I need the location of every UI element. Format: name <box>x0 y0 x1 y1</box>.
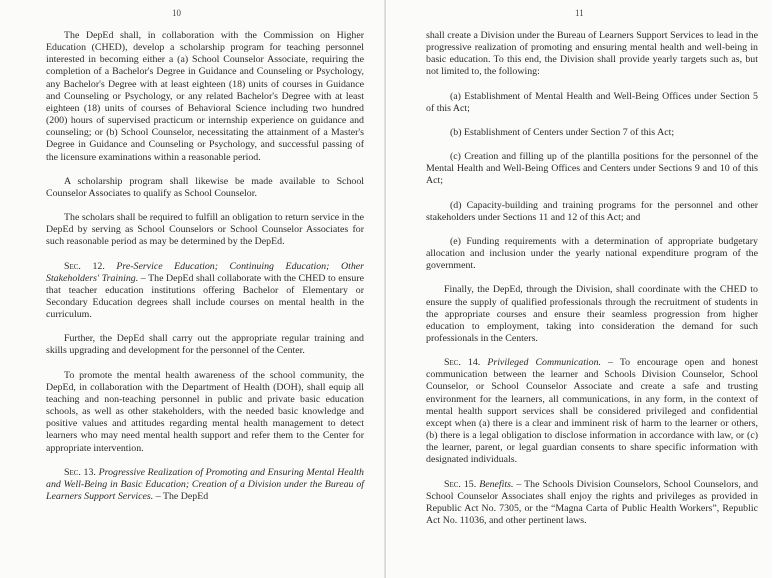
list-item: (c) Creation and filling up of the plantilla positions for the personnel of the Mental Health and Well-Being Offices and Centers under Sections 9 and 10 of this Act; <box>426 151 758 187</box>
paragraph-training: Further, the DepEd shall carry out the appropriate regular training and skills upgrading and development for the personnel of the Center. <box>46 333 364 357</box>
paragraph-scholarship-program: The DepEd shall, in collaboration with the Commission on Higher Education (CHED), develop a scholarship program for teaching personnel interested in becoming either a (a) School Counselor Associate, requiring the completion of a Bachelor's Degree in Guidance and Counseling or Psychology, any Bachelor's Degree with at least eighteen (18) units of courses in Guidance and Counseling or Psychology, or any related Bachelor's Degree with at least eighteen (18) units of courses of Behavioral Science including two hundred (200) hours of supervised practicum or internship experience on guidance and counseling; or (b) School Counselor, necessitating the attainment of a Master's Degree in Guidance and Counseling or Psychology, and successful passing of the licensure examinations within a reasonable period. <box>46 30 364 163</box>
page-number: 11 <box>575 8 584 18</box>
section-title: Progressive Realization of Promoting and Ensuring Mental Health and Well-Being in Basic Education; Creation of a Division under the Bureau of Learners Support Services. <box>46 466 364 502</box>
section-title: Pre-Service Education; Continuing Education; Other Stakeholders' Training. <box>46 260 364 284</box>
paragraph-return-service: The scholars shall be required to fulfill an obligation to return service in the DepEd by serving as School Counselors or School Counselor Associates for such reasonable period as may be determined by the DepEd. <box>46 212 364 248</box>
right-page <box>386 0 772 578</box>
section-body: – The DepEd <box>153 491 209 502</box>
section-label: Sec. 13. <box>64 466 96 478</box>
paragraph-division-intro: shall create a Division under the Bureau of Learners Support Services to lead in the progressive realization of promoting and ensuring mental health and well-being in basic education. To this end, the Division shall provide yearly targets such as, but not limited to, the following: <box>426 30 758 78</box>
section-14 <box>426 357 758 466</box>
section-15 <box>426 479 758 528</box>
section-label: Sec. 14. <box>444 357 481 369</box>
list-item: (a) Establishment of Mental Health and Well-Being Offices under Section 5 of this Act; <box>426 90 758 114</box>
section-body: – To encourage open and honest communication between the learner and Schools Division Counselor, School Counselor, or School Counselor Associate and create a safe and trusting environment for the learners, all communications, in any form, in the context of mental health support services shall be considered privileged and confidential except when (a) there is a clear and imminent risk of harm to the learner or others, (b) there is a legal obligation to disclose information in accordance with law, or (c) the learner, parent, or legal guardian consents to share specific information with designated individuals. <box>426 357 759 466</box>
section-12 <box>46 261 364 322</box>
section-13 <box>46 467 364 503</box>
page-number: 10 <box>172 8 181 18</box>
section-label: Sec. 15. <box>444 478 477 490</box>
section-label: Sec. 12. <box>64 260 105 272</box>
paragraph-finally: Finally, the DepEd, through the Division, shall coordinate with the CHED to ensure the supply of qualified professionals through the recruitment of students in the appropriate courses and ensure their seamless progression from higher education to employment, taking into consideration the demand for such professionals in the Centers. <box>426 284 758 344</box>
section-title: Benefits. <box>479 478 514 490</box>
paragraph-scholarship-associates: A scholarship program shall likewise be made available to School Counselor Associates to qualify as School Counselor. <box>46 175 364 199</box>
paragraph-awareness: To promote the mental health awareness of the school community, the DepEd, in collaboration with the Department of Health (DOH), shall equip all teaching and non-teaching personnel in public and private basic education schools, as well as other stakeholders, with the needed basic knowledge and positive values and attitudes regarding mental health management to detect learners who may need mental health support and refer them to the Center for appropriate intervention. <box>46 369 364 454</box>
section-body: – The Schools Division Counselors, School Counselors, and School Counselor Associates shall enjoy the rights and privileges as provided in Republic Act No. 7305, or the “Magna Carta of Public Health Workers”, Republic Act No. 11036, and other pertinent laws. <box>426 478 759 526</box>
list-item: (b) Establishment of Centers under Section 7 of this Act; <box>450 126 675 138</box>
list-item: (e) Funding requirements with a determination of appropriate budgetary allocation and inclusion under the yearly national expenditure program of the government. <box>426 235 758 272</box>
left-page <box>0 0 386 578</box>
section-body: – The DepEd shall collaborate with the CHED to ensure that teacher education institutions offering Bachelor of Elementary or Secondary Education degrees shall include courses on mental health in the curriculum. <box>46 272 364 321</box>
section-title: Privileged Communication. <box>487 357 602 369</box>
list-item: (d) Capacity-building and training programs for the personnel and other stakeholders under Sections 11 and 12 of this Act; and <box>426 199 758 223</box>
